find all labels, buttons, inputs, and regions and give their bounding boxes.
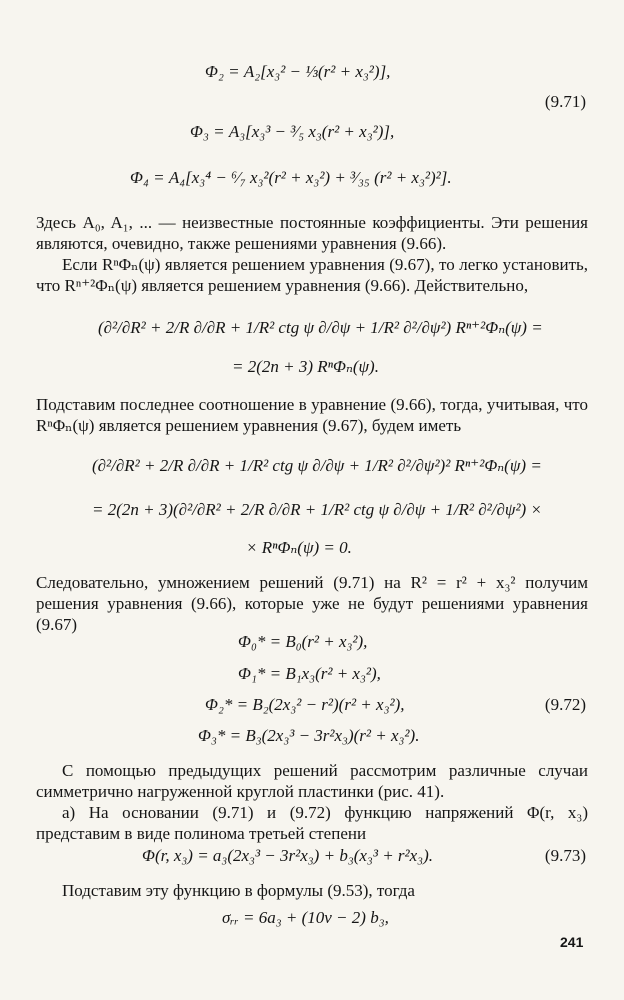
equation-phi3: Φ₃ = A₃[x₃³ − ³⁄₅ x₃(r² + x₃²)], bbox=[190, 122, 395, 141]
equation-phi2: Φ₂ = A₂[x₃² − ⅓(r² + x₃²)], bbox=[205, 62, 391, 81]
equation-operator-line-2: = 2(2n + 3) RⁿΦₙ(ψ). bbox=[232, 357, 379, 376]
equation-phi3-star: Φ₃* = B₃(2x₃³ − 3r²x₃)(r² + x₃²). bbox=[198, 726, 420, 745]
page-number: 241 bbox=[560, 934, 584, 950]
equation-phi1-star: Φ₁* = B₁x₃(r² + x₃²), bbox=[238, 664, 381, 683]
equation-number-9-72: (9.72) bbox=[544, 695, 586, 714]
paragraph-7: Подставим эту функцию в формулы (9.53), тогда bbox=[62, 881, 415, 900]
equation-phi0-star: Φ₀* = B₀(r² + x₃²), bbox=[238, 632, 368, 651]
equation-number-9-73: (9.73) bbox=[544, 846, 586, 865]
paragraph-3: Подставим последнее соотношение в уравнение (9.66), тогда, учитывая, что RⁿΦₙ(ψ) является решением уравнения (9.67), будем иметь bbox=[36, 395, 588, 435]
equation-sigma-rr: σᵣᵣ = 6a₃ + (10ν − 2) b₃, bbox=[222, 908, 389, 927]
equation-operator2-line-3: × RⁿΦₙ(ψ) = 0. bbox=[246, 538, 352, 557]
paragraph-2: Если RⁿΦₙ(ψ) является решением уравнения (9.67), то легко установить, что Rⁿ⁺²Φₙ(ψ) является решением уравнения (9.66). Действительно, bbox=[36, 255, 588, 295]
paragraph-4: Следовательно, умножением решений (9.71) на R² = r² + x₃² получим решения уравнения (9.66), которые уже не будут решениями уравнения (9.67) bbox=[36, 573, 588, 634]
equation-phi2-star: Φ₂* = B₂(2x₃² − r²)(r² + x₃²), bbox=[205, 695, 405, 714]
equation-number-9-71: (9.71) bbox=[544, 92, 586, 111]
equation-operator2-line-2: = 2(2n + 3)(∂²/∂R² + 2/R ∂/∂R + 1/R² ctg ψ ∂/∂ψ + 1/R² ∂²/∂ψ²) × bbox=[92, 500, 542, 519]
paragraph-6: а) На основании (9.71) и (9.72) функцию напряжений Φ(r, x₃) представим в виде полинома третьей степени bbox=[36, 803, 588, 843]
equation-9-73: Φ(r, x₃) = a₃(2x₃³ − 3r²x₃) + b₃(x₃³ + r²x₃). bbox=[142, 846, 433, 865]
paragraph-1: Здесь A₀, A₁, ... — неизвестные постоянные коэффициенты. Эти решения являются, очевидно, также решениями уравнения (9.66). bbox=[36, 213, 588, 253]
equation-operator2-line-1: (∂²/∂R² + 2/R ∂/∂R + 1/R² ctg ψ ∂/∂ψ + 1/R² ∂²/∂ψ²)² Rⁿ⁺²Φₙ(ψ) = bbox=[92, 456, 542, 475]
equation-phi4: Φ₄ = A₄[x₃⁴ − ⁶⁄₇ x₃²(r² + x₃²) + ³⁄₃₅ (r² + x₃²)²]. bbox=[130, 168, 452, 187]
paragraph-5: С помощью предыдущих решений рассмотрим различные случаи симметрично нагруженной круглой пластинки (рис. 41). bbox=[36, 761, 588, 801]
equation-operator-line-1: (∂²/∂R² + 2/R ∂/∂R + 1/R² ctg ψ ∂/∂ψ + 1/R² ∂²/∂ψ²) Rⁿ⁺²Φₙ(ψ) = bbox=[98, 318, 543, 337]
